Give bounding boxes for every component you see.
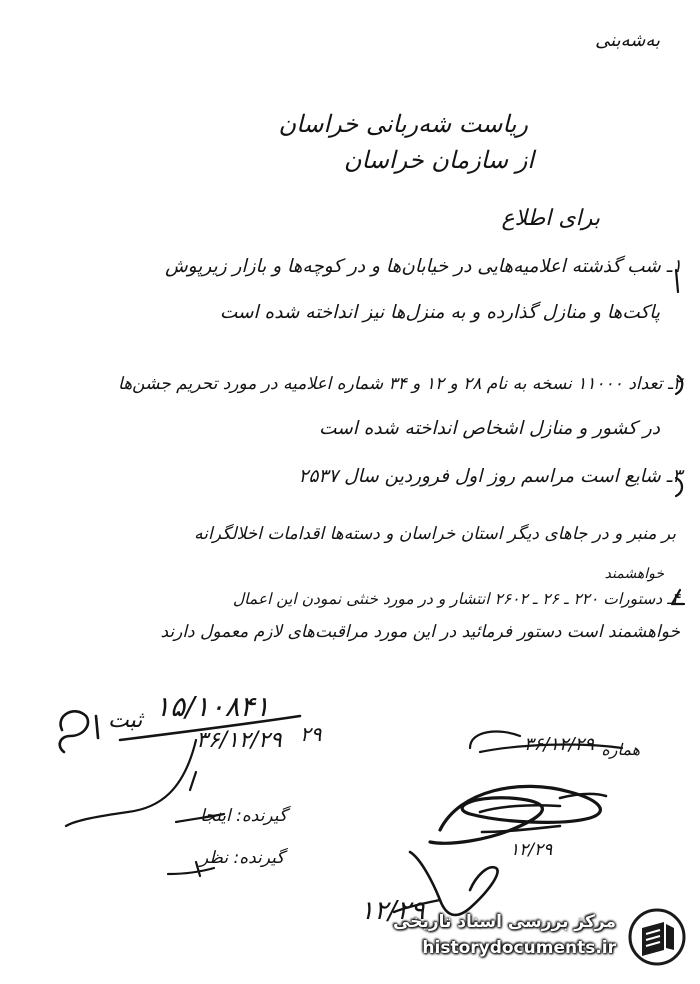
item-3-line-2: بر منبر و در جاهای دیگر استان خراسان و دسته‌ها اقدامات اخلالگرانه — [194, 524, 676, 544]
sender-line: از سازمان خراسان — [343, 146, 534, 174]
watermark-url: historydocuments.ir — [422, 938, 616, 958]
annotation-1: گیرنده: اینجا — [200, 806, 288, 826]
item-1-line-1: ۱ـ شب گذشته اعلامیه‌هایی در خیابان‌ها و در کوچه‌ها و بازار زیرپوش — [165, 256, 682, 277]
registration-date: ۳۶/۱۲/۲۹ — [196, 728, 282, 753]
date-underline — [480, 745, 622, 752]
item-4-prefix: خواهشمند — [604, 566, 664, 582]
annotation-2: گیرنده: نظر — [200, 848, 285, 868]
date-arc — [470, 732, 520, 748]
date-value: ۳۶/۱۲/۲۹ — [523, 734, 594, 755]
left-curl-tick — [96, 716, 98, 738]
subject-line: برای اطلاع — [501, 206, 600, 231]
item-2-number-stroke — [676, 376, 682, 394]
registration-underline — [120, 716, 300, 740]
bottom-date: ۱۲/۲۹ — [360, 896, 425, 926]
date-label: هماره — [601, 740, 640, 759]
item-1-line-2: پاکت‌ها و منازل گذارده و به منزل‌ها نیز انداخته شده است — [219, 302, 660, 323]
archive-logo-icon — [628, 908, 686, 966]
item-1-number-stroke — [676, 270, 678, 292]
item-4-number-stroke — [672, 590, 684, 604]
item-4-line-1: ۴ـ دستورات ۲۲۰ ـ ۲۶ ـ ۲۶۰۲ انتشار و در مورد خنثی نمودن این اعمال — [232, 590, 680, 608]
main-signature-stroke-2 — [480, 805, 560, 812]
registration-day: ۲۹ — [300, 722, 322, 746]
recipient-line: ریاست شەربانی خراسان — [278, 110, 528, 138]
registration-prefix: ثبت — [108, 708, 143, 733]
item-3-line-1: ۳ـ شایع است مراسم روز اول فروردین سال ۲۵۳۷ — [298, 466, 682, 487]
confidential-mark: بە‌شە‌بنی — [595, 30, 660, 51]
item-2-line-1: ۲ـ تعداد ۱۱۰۰۰ نسخه به نام ۲۸ و ۱۲ و ۳۴ شماره اعلامیه در مورد تحریم جشن‌ها — [118, 374, 682, 394]
item-2-line-2: در کشور و منازل اشخاص انداخته شده است — [319, 418, 660, 439]
descending-stroke — [66, 740, 196, 826]
left-curl-mark — [60, 711, 88, 752]
short-tick — [190, 772, 196, 790]
watermark-title: مرکز بررسی اسناد تاریخی — [393, 912, 616, 932]
annotation-2-stroke — [196, 862, 200, 876]
watermark — [386, 906, 686, 970]
item-3-number-stroke — [676, 478, 682, 496]
annotation-2-underline — [168, 868, 214, 874]
signature-date: ۱۲/۲۹ — [510, 840, 553, 860]
annotation-1-stroke — [176, 814, 224, 822]
registration-number: ۱۵/۱۰۸۴۱ — [155, 690, 270, 723]
item-4-line-2: خواهشمند است دستور فرمائید در این مورد مراقبت‌های لازم معمول دارند — [160, 622, 680, 642]
